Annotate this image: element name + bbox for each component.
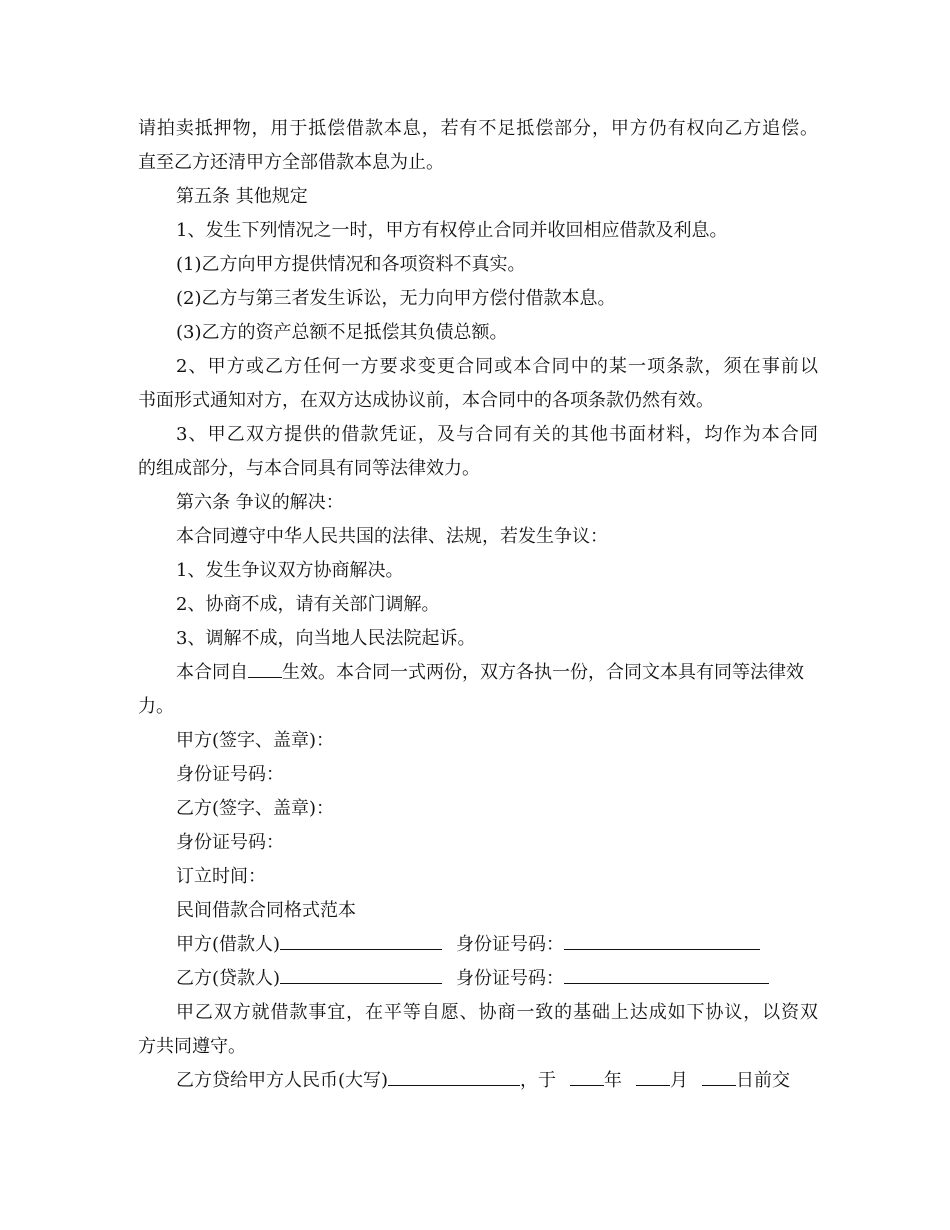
year-blank[interactable] <box>570 1068 604 1086</box>
effective-suffix: 生效。 <box>282 662 336 683</box>
party-b-row <box>138 962 818 996</box>
loan-prefix: 乙方贷给甲方人民币(大写) <box>176 1070 389 1091</box>
contract-body <box>138 112 818 1098</box>
month-label: 月 <box>670 1070 689 1091</box>
list-item: (3)乙方的资产总额不足抵偿其负债总额。 <box>176 322 508 343</box>
effective-rest: 本合同一式两份，双方各执一份，合同文本具有同等法律效 <box>336 662 804 683</box>
id-number-line: 身份证号码： <box>176 832 284 853</box>
loan-comma-yu: ，于 <box>520 1070 557 1091</box>
effective-prefix: 本合同自 <box>176 662 248 683</box>
party-b-name-blank[interactable] <box>280 966 442 984</box>
effective-date-blank[interactable] <box>248 660 282 678</box>
paragraph-line: 3、甲乙双方提供的借款凭证，及与合同有关的其他书面材料，均作为本合同 <box>176 424 818 445</box>
paragraph-line: 书面形式通知对方，在双方达成协议前，本合同中的各项条款仍然有效。 <box>138 390 714 411</box>
paragraph-line: 1、发生下列情况之一时，甲方有权停止合同并收回相应借款及利息。 <box>176 220 728 241</box>
list-item: 3、调解不成，向当地人民法院起诉。 <box>176 628 476 649</box>
year-label: 年 <box>604 1070 623 1091</box>
id-number-line: 身份证号码： <box>176 764 284 785</box>
party-a-row <box>138 928 818 962</box>
paragraph-line: 请拍卖抵押物，用于抵偿借款本息，若有不足抵偿部分，甲方仍有权向乙方追偿。 <box>138 118 818 139</box>
day-label: 日前交 <box>736 1070 791 1091</box>
loan-amount-blank[interactable] <box>388 1068 520 1086</box>
party-b-id-blank[interactable] <box>564 966 769 984</box>
party-a-label: 甲方(借款人) <box>176 934 281 955</box>
signature-line: 甲方(签字、盖章)： <box>176 730 335 751</box>
list-item: (2)乙方与第三者发生诉讼，无力向甲方偿付借款本息。 <box>176 288 616 309</box>
paragraph-line: 的组成部分，与本合同具有同等法律效力。 <box>138 458 480 479</box>
party-a-name-blank[interactable] <box>280 932 442 950</box>
list-item: 1、发生争议双方协商解决。 <box>176 560 404 581</box>
list-item: 2、协商不成，请有关部门调解。 <box>176 594 440 615</box>
loan-amount-row <box>138 1064 818 1098</box>
party-b-id-label: 身份证号码： <box>456 968 565 989</box>
section-heading: 第五条 其他规定 <box>176 186 308 207</box>
party-a-id-label: 身份证号码： <box>456 934 565 955</box>
effective-clause <box>138 656 818 690</box>
month-blank[interactable] <box>636 1068 670 1086</box>
template-title: 民间借款合同格式范本 <box>176 900 356 921</box>
day-blank[interactable] <box>702 1068 736 1086</box>
date-line: 订立时间： <box>176 866 266 887</box>
paragraph-line: 方共同遵守。 <box>138 1036 246 1057</box>
party-b-label: 乙方(贷款人) <box>176 968 281 989</box>
paragraph-line: 2、甲方或乙方任何一方要求变更合同或本合同中的某一项条款，须在事前以 <box>176 356 818 377</box>
signature-line: 乙方(签字、盖章)： <box>176 798 335 819</box>
paragraph-line: 甲乙双方就借款事宜，在平等自愿、协商一致的基础上达成如下协议，以资双 <box>176 1002 818 1023</box>
paragraph-line: 直至乙方还清甲方全部借款本息为止。 <box>138 152 444 173</box>
list-item: (1)乙方向甲方提供情况和各项资料不真实。 <box>176 254 526 275</box>
paragraph-line: 本合同遵守中华人民共国的法律、法规，若发生争议： <box>176 526 608 547</box>
paragraph-line: 力。 <box>138 696 174 717</box>
party-a-id-blank[interactable] <box>564 932 760 950</box>
section-heading: 第六条 争议的解决： <box>176 492 344 513</box>
